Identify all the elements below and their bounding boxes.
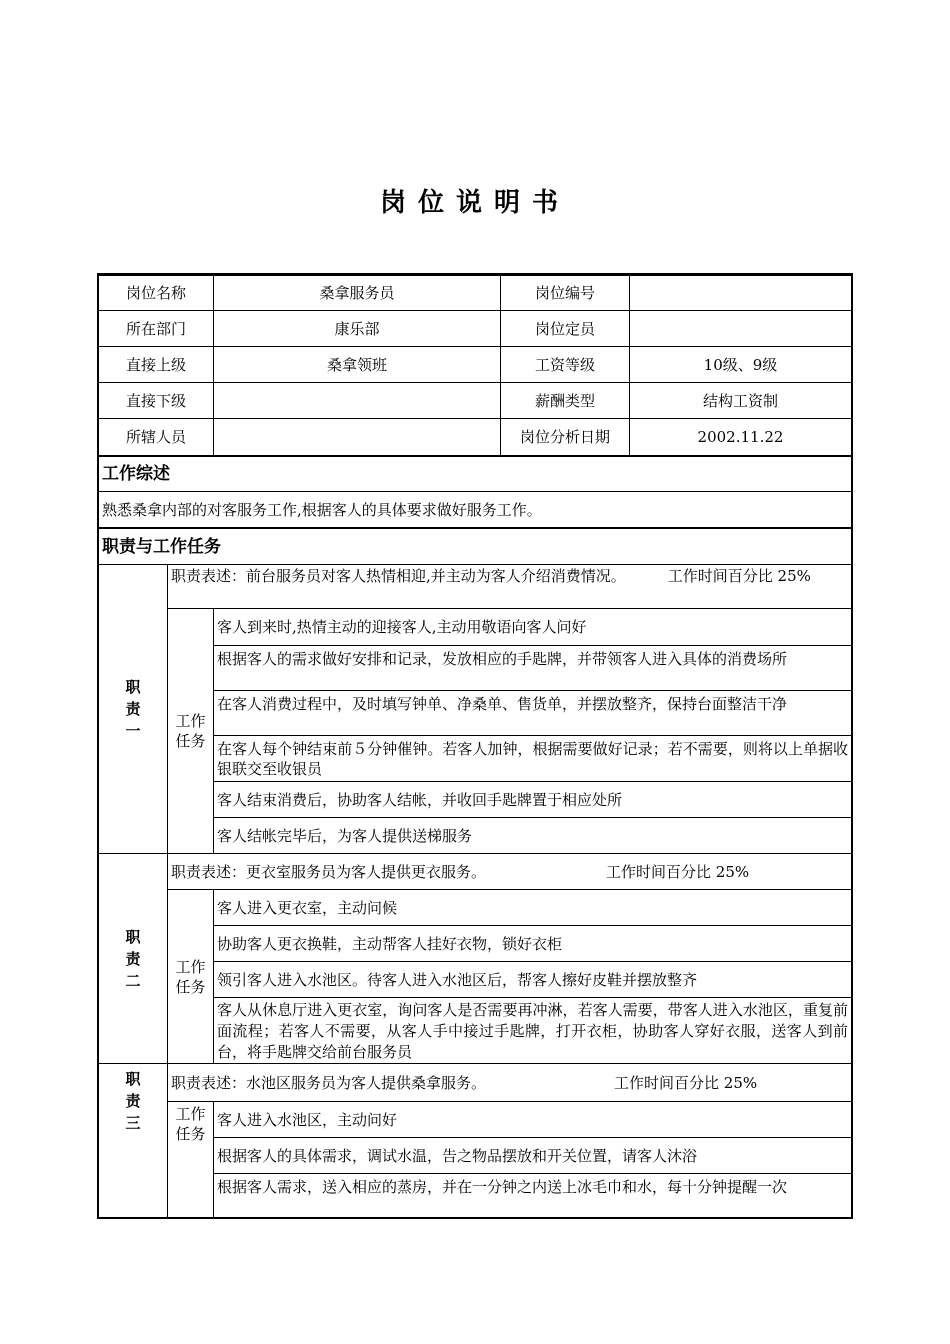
department-label: 所在部门 [98,310,214,347]
duty-3-statement-text: 职责表述：水池区服务员为客人提供桑拿服务。 [171,1073,487,1092]
summary-heading: 工作综述 [98,455,852,492]
duty-2-label: 职责二 [98,853,168,1064]
duty-3-task-3: 根据客人需求，送入相应的蒸房，并在一分钟之内送上冰毛巾和水，每十分钟提醒一次 [213,1173,852,1218]
duty-3-task-label: 工作任务 [167,1101,214,1218]
analysis-date-value: 2002.11.22 [629,418,852,456]
duty-1-task-4: 在客人每个钟结束前５分钟催钟。若客人加钟，根据需要做好记录；若不需要，则将以上单据收银联交至收银员 [213,735,852,782]
duty-3-statement [167,1063,852,1102]
superior-label: 直接上级 [98,346,214,383]
duty-1-task-5: 客人结束消费后，协助客人结帐，并收回手匙牌置于相应处所 [213,781,852,818]
duty-3-task-1: 客人进入水池区，主动问好 [213,1101,852,1138]
duty-3-time: 工作时间百分比 25% [614,1073,758,1092]
superior-value: 桑拿领班 [213,346,501,383]
duty-2-task-4: 客人从休息厅进入更衣室，询问客人是否需要再冲淋，若客人需要，带客人进入水池区，重复前面流程；若客人不需要，从客人手中接过手匙牌，打开衣柜，协助客人穿好衣服，送客人到前台，将手匙牌交给前台服务员 [213,997,852,1064]
subordinate-label: 直接下级 [98,382,214,419]
duty-3-task-2: 根据客人的具体需求，调试水温，告之物品摆放和开关位置，请客人沐浴 [213,1137,852,1174]
duty-2-task-2: 协助客人更衣换鞋，主动帮客人挂好衣物，锁好衣柜 [213,925,852,962]
duty-2-task-label: 工作任务 [167,889,214,1064]
duty-1-task-1: 客人到来时,热情主动的迎接客人,主动用敬语向客人问好 [213,608,852,646]
position-code-label: 岗位编号 [500,275,630,311]
pay-type-label: 薪酬类型 [500,382,630,419]
staff-label: 所辖人员 [98,418,214,456]
department-value: 康乐部 [213,310,501,347]
duty-2-statement [167,853,852,890]
duty-1-statement [167,564,852,609]
duty-2-statement-text: 职责表述：更衣室服务员为客人提供更衣服务。 [171,862,487,881]
duty-1-task-6: 客人结帐完毕后，为客人提供送梯服务 [213,817,852,854]
headcount-label: 岗位定员 [500,310,630,347]
duty-2-task-3: 领引客人进入水池区。待客人进入水池区后，帮客人擦好皮鞋并摆放整齐 [213,961,852,998]
salary-grade-label: 工资等级 [500,346,630,383]
duty-1-time: 工作时间百分比 25% [667,567,811,585]
salary-grade-value: 10级、9级 [629,346,852,383]
headcount-value [629,310,852,347]
subordinate-value [213,382,501,419]
position-name-label: 岗位名称 [98,275,214,311]
analysis-date-label: 岗位分析日期 [500,418,630,456]
duties-heading: 职责与工作任务 [98,527,852,565]
duty-1-statement-text: 职责表述：前台服务员对客人热情相迎,并主动为客人介绍消费情况。 [171,567,626,585]
position-name-value: 桑拿服务员 [213,275,501,311]
duty-2-task-1: 客人进入更衣室，主动问候 [213,889,852,926]
duty-1-label: 职责一 [98,564,168,854]
duty-2-time: 工作时间百分比 25% [606,862,750,881]
page-title: 岗位说明书 [379,188,570,218]
position-code-value [629,275,852,311]
duty-1-task-3: 在客人消费过程中，及时填写钟单、净桑单、售货单，并摆放整齐，保持台面整洁干净 [213,690,852,736]
pay-type-value: 结构工资制 [629,382,852,419]
duty-1-task-label: 工作任务 [167,608,214,854]
staff-value [213,418,501,456]
summary-text: 熟悉桑拿内部的对客服务工作,根据客人的具体要求做好服务工作。 [98,491,852,528]
duty-1-task-2: 根据客人的需求做好安排和记录，发放相应的手匙牌，并带领客人进入具体的消费场所 [213,645,852,691]
duty-3-label: 职责三 [98,1063,168,1218]
